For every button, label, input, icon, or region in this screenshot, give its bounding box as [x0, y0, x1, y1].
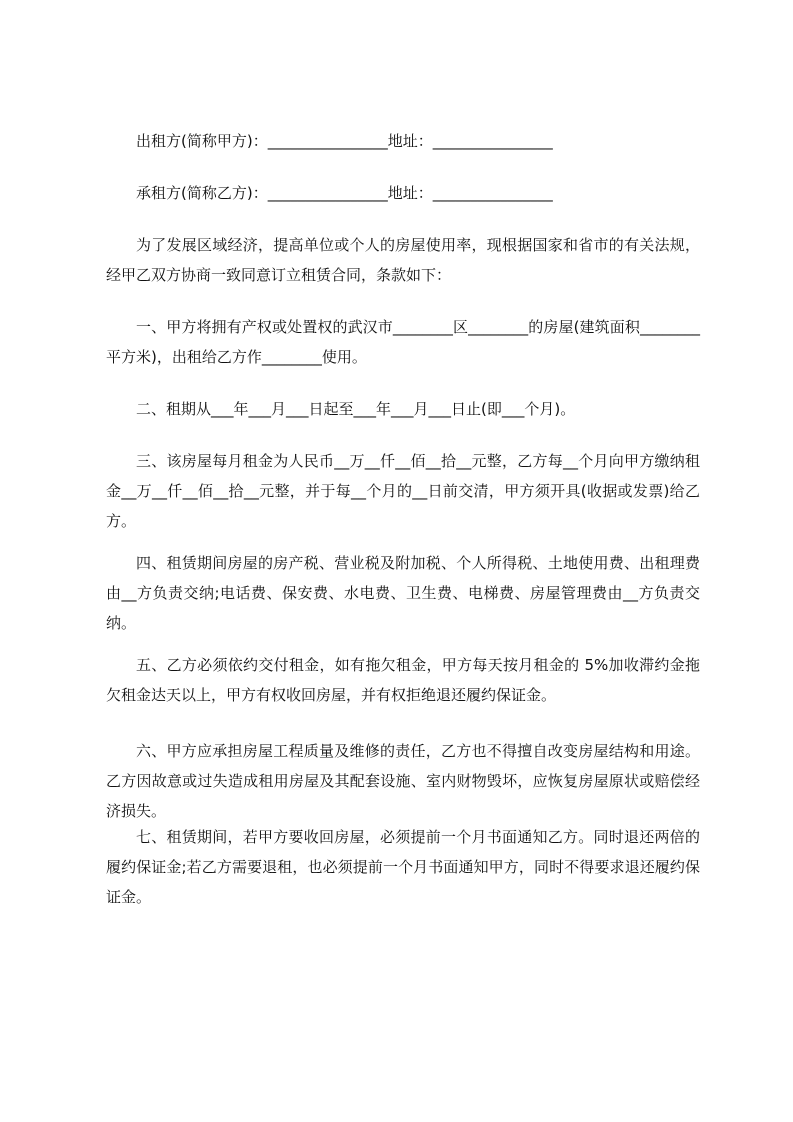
clause-6-paragraph: 六、甲方应承担房屋工程质量及维修的责任，乙方也不得擅自改变房屋结构和用途。乙方因故意或过失造成租用房屋及其配套设施、室内财物毁坏，应恢复房屋原状或赔偿经济损失。 — [106, 742, 700, 820]
clause-5-paragraph: 五、乙方必须依约交付租金，如有拖欠租金，甲方每天按月租金的 5%加收滞约金拖欠租金达天以上，甲方有权收回房屋，并有权拒绝退还履约保证金。 — [106, 656, 700, 704]
clause-3-paragraph: 三、该房屋每月租金为人民币__万__仟__佰__拾__元整，乙方每__个月向甲方缴纳租金__万__仟__佰__拾__元整，并于每__个月的__日前交清，甲方须开具(收据或发票)给乙方。 — [106, 452, 700, 530]
clause-1-paragraph: 一、甲方将拥有产权或处置权的武汉市________区________的房屋(建筑面积________平方米)，出租给乙方作________使用。 — [106, 318, 700, 366]
lessee-line: 承租方(简称乙方)：________________地址：________________ — [136, 184, 553, 202]
clause-4-paragraph: 四、租赁期间房屋的房产税、营业税及附加税、个人所得税、土地使用费、出租理费由__方负责交纳;电话费、保安费、水电费、卫生费、电梯费、房屋管理费由__方负责交纳。 — [106, 554, 700, 632]
clause-7-paragraph: 七、租赁期间，若甲方要收回房屋，必须提前一个月书面通知乙方。同时退还两倍的履约保证金;若乙方需要退租，也必须提前一个月书面通知甲方，同时不得要求退还履约保证金。 — [106, 828, 700, 906]
lessor-line: 出租方(简称甲方)：________________地址：________________ — [136, 132, 553, 150]
preamble-paragraph: 为了发展区域经济，提高单位或个人的房屋使用率，现根据国家和省市的有关法规，经甲乙双方协商一致同意订立租赁合同，条款如下： — [106, 236, 700, 284]
clause-2-paragraph: 二、租期从___年___月___日起至___年___月___日止(即___个月)。 — [136, 400, 576, 418]
